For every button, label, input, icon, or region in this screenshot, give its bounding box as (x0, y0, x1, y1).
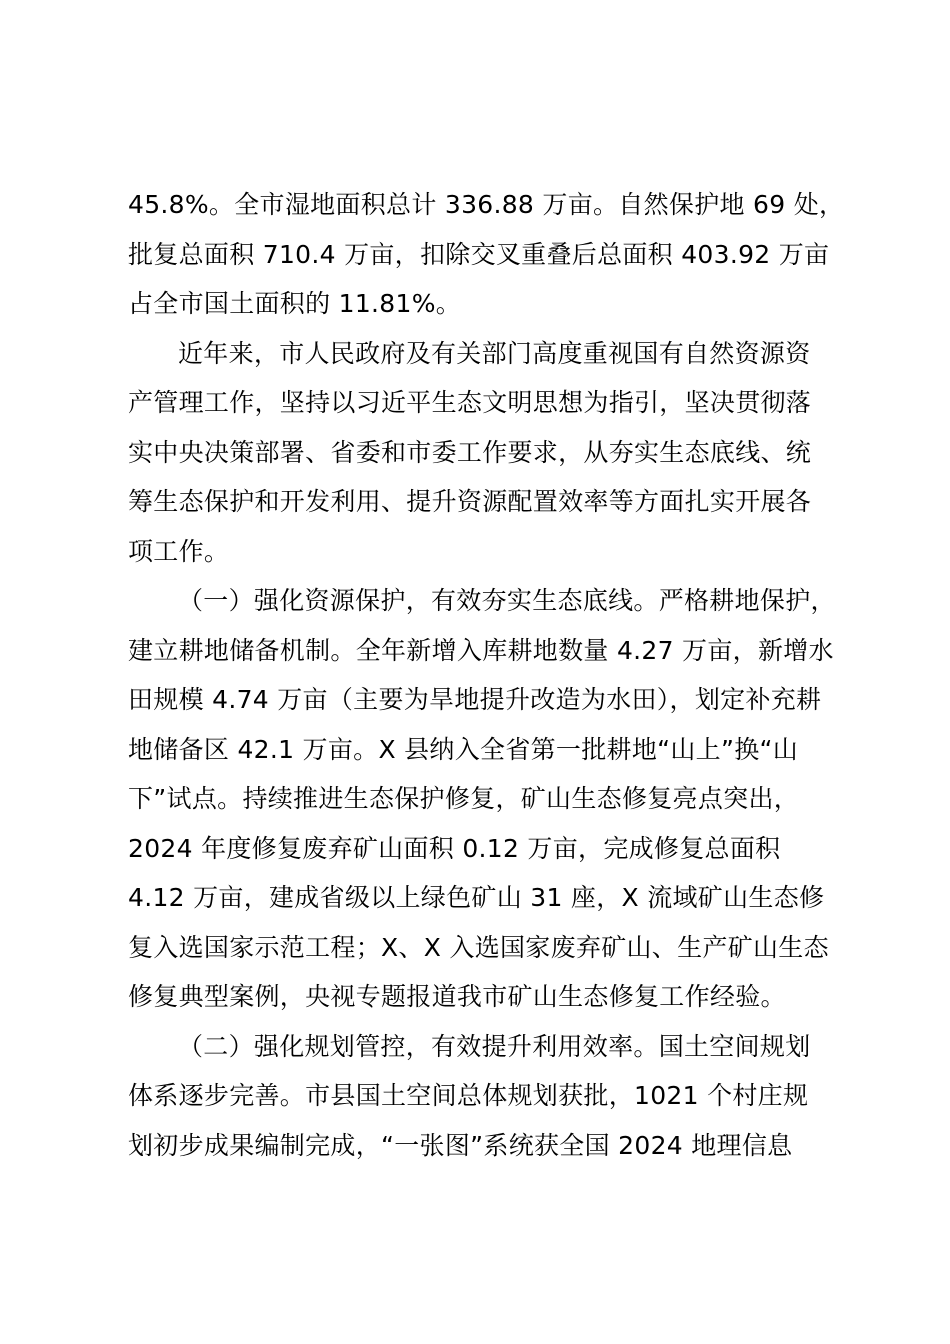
text-line: 体系逐步完善。市县国土空间总体规划获批，1021 个村庄规 (128, 1081, 809, 1110)
paragraph-first-line: （一）强化资源保护，有效夯实生态底线。严格耕地保护， (178, 586, 836, 615)
text-line: 下”试点。持续推进生态保护修复，矿山生态修复亮点突出， (128, 784, 800, 813)
text-line: 批复总面积 710.4 万亩，扣除交叉重叠后总面积 403.92 万亩 (128, 239, 830, 269)
text-line: 45.8%。全市湿地面积总计 336.88 万亩。自然保护地 69 处， (128, 190, 845, 219)
paragraph-first-line: 近年来，市人民政府及有关部门高度重视国有自然资源资 (178, 338, 811, 368)
text-line: 2024 年度修复废弃矿山面积 0.12 万亩，完成修复总面积 (128, 833, 781, 863)
text-line: 复入选国家示范工程；X、X 入选国家废弃矿山、生产矿山生态 (128, 932, 829, 962)
text-line: 项工作。 (128, 536, 230, 566)
document-body (128, 180, 845, 1170)
text-line: 田规模 4.74 万亩（主要为旱地提升改造为水田），划定补充耕 (128, 685, 822, 714)
text-line: 修复典型案例，央视专题报道我市矿山生态修复工作经验。 (128, 982, 786, 1011)
text-line: 实中央决策部署、省委和市委工作要求，从夯实生态底线、统 (128, 437, 812, 467)
text-line: 划初步成果编制完成，“一张图”系统获全国 2024 地理信息 (128, 1130, 793, 1160)
paragraph-first-line: （二）强化规划管控，有效提升利用效率。国土空间规划 (178, 1031, 811, 1061)
text-line: 产管理工作，坚持以习近平生态文明思想为指引，坚决贯彻落 (128, 388, 812, 417)
text-line: 筹生态保护和开发利用、提升资源配置效率等方面扎实开展各 (128, 487, 812, 516)
text-line: 地储备区 42.1 万亩。X 县纳入全省第一批耕地“山上”换“山 (128, 734, 799, 764)
text-line: 占全市国土面积的 11.81%。 (128, 289, 462, 318)
text-line: 建立耕地储备机制。全年新增入库耕地数量 4.27 万亩，新增水 (128, 635, 834, 665)
text-line: 4.12 万亩，建成省级以上绿色矿山 31 座，X 流域矿山生态修 (128, 883, 825, 912)
